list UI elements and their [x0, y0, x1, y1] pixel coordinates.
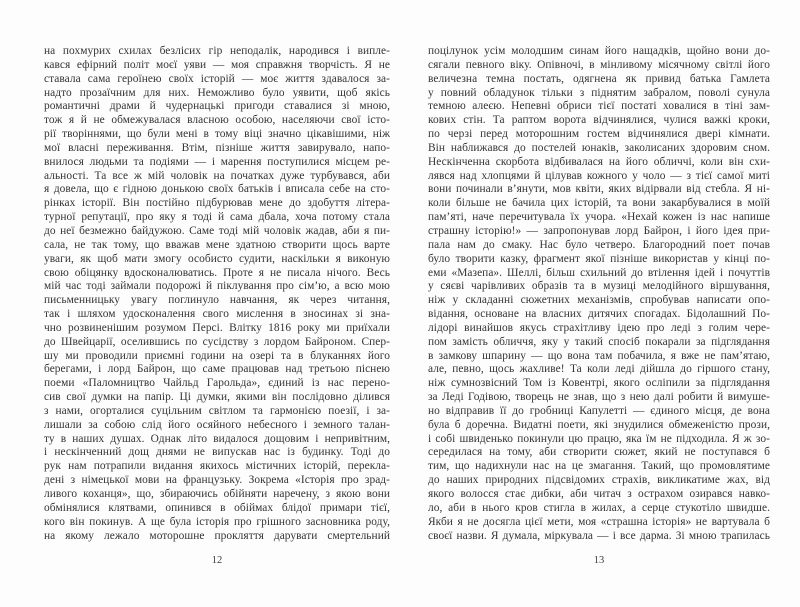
text-line: і собі швиденько покинули цю працю, яка їм не підходила. Я ж зо- [428, 432, 770, 445]
text-line: було творити казку, фрагмент якої пізніше використав у кінці по- [428, 252, 770, 265]
text-line: ливого коханця», що, збираючись обійняти наречену, з якою вони [44, 488, 390, 500]
text-line: Нескінченна скорбота відбивалася на його обличчі, коли він схи- [428, 155, 770, 168]
text-line: ставала сама героїнею своїх історій — моє життя здавалося за- [44, 72, 390, 85]
text-line: мій час тоді займали подорожі й піклування про сім’ю, а всю мою [44, 280, 390, 293]
text-line: ніж у складанні сюжетних механізмів, спробував написати опо- [428, 294, 770, 307]
text-line: своєї назви. Я думала, міркувала — і все дарма. Зі мною трапилась [428, 529, 770, 542]
text-line: рук нам потрапили видання якихось містичних історій, перекла- [44, 460, 390, 473]
text-line: в замкову шпарину — що вона там побачила, я вже не пам’ятаю, [428, 349, 770, 362]
text-line: поцілунок усім молодшим синам його нащадків, щойно вони до- [428, 45, 770, 57]
text-line: ло, аби в нього кров стигла в жилах, а серце стукотіло швидше. [428, 501, 770, 514]
text-line: дені з німецької мови на французьку. Зокрема «Історія про зрад- [44, 474, 390, 487]
text-line: сягали певного віку. Опівночі, в мінливому місячному світлі його [428, 58, 770, 71]
text-line: берегами, і лорд Байрон, що саме працював над третьою піснею [44, 363, 390, 376]
text-line: вони починали в’янути, мов квіти, яких відірвали від стебла. Я ні- [428, 183, 770, 196]
text-line: коли більше не бачила цих історій, та вони закарбувалися в моїй [428, 197, 770, 210]
text-line: і нескінченний дощ днями не випускав нас із будинку. Тоді до [44, 446, 390, 459]
text-line: лідорі винайшов якусь страхітливу ідею про леді з голим чере- [428, 321, 770, 334]
text-line: з нами, огорталися суцільним світлом та гармонією поезії, і за- [44, 404, 390, 417]
text-line: пом замість обличчя, яку у такий спосіб покарали за підглядання [428, 335, 770, 348]
text-line: внилося людьми та подіями — і марення поступилися місцем ре- [44, 155, 390, 168]
text-line: на похмурих схилах безлісих гір неподалік, народився і випле- [44, 45, 390, 57]
text-line: рії творіннями, що були мені в тому віці значно цікавішими, ніж [44, 128, 390, 141]
page-number-right: 13 [593, 555, 605, 566]
text-line: кого він покинув. А ще була історія про грішного засновника роду, [44, 515, 390, 528]
text-line: відання, основане на власних дитячих спогадах. Бідолашний По- [428, 308, 770, 321]
text-line: у повний обладунок тільки з піднятим забралом, поволі сунула [428, 86, 770, 99]
text-line: величезна темна постать, одягнена як привид батька Гамлета [428, 72, 770, 85]
text-line: ніж сумнозвісний Том із Ковентрі, якого осліпили за підглядання [428, 377, 770, 390]
text-line: але, певно, щось жахливе! Та коли леді дійшла до гіршого стану, [428, 363, 770, 376]
text-line: якого волосся стає дибки, аби читач з острахом озирався навко- [428, 488, 770, 500]
text-line: Він наближався до постелей юнаків, заколисаних здоровим сном. [428, 141, 770, 154]
text-line: обмінялися клятвами, опинився в обіймах блідої примари тієї, [44, 501, 390, 514]
text-line: но відправив її до гробниці Капулетті — єдиного місця, де вона [428, 404, 770, 417]
text-line: мої власні переживання. Втім, пізніше життя завирувало, напо- [44, 141, 390, 154]
text-line: лявся над хлопцями й цілував кожного у чоло — з тієї самої миті [428, 169, 770, 182]
text-line: до неї безмежно байдужою. Саме тоді мій чоловік жадав, аби я пи- [44, 224, 390, 237]
text-line: кався ефірний політ моєї уяви — моя справжня творчість. Я не [44, 58, 390, 71]
text-line: тим, що надихнули нас на це змагання. Такий, що промовлятиме [428, 460, 770, 473]
text-line: до Швейцарії, оселившись по сусідству з лордом Байроном. Спер- [44, 335, 390, 348]
text-line: до наших природних підсвідомих страхів, викликатиме жах, від [428, 474, 770, 487]
text-line: поеми «Паломництво Чайльд Гарольда», єдиний із нас перено- [44, 377, 390, 390]
text-line: романтичні драми й чудернацькі пригоди ставалися зі мною, [44, 100, 390, 113]
page-number-left: 12 [211, 555, 223, 566]
text-line: рінках історії. Він постійно підбурював мене до здобуття літера- [44, 197, 390, 210]
text-line: пам’яті, наче перечитувала їх учора. «Нехай кожен із нас напише [428, 211, 770, 224]
text-line: по черзі перед моторошним гостем відчинялися двері кімнати. [428, 128, 770, 141]
text-line: тож я й не обмежувалася власною особою, населяючи свої істо- [44, 114, 390, 127]
text-line: надто прозаїчним для них. Неможливо було уявити, щоб якісь [44, 86, 390, 99]
text-line: на якому лежало моторошне прокляття дарувати смертельний [44, 529, 390, 542]
text-line: еми «Мазепа». Шеллі, більш схильний до втілення ідей і почуттів [428, 266, 770, 279]
page-right [428, 0, 770, 607]
text-line: страшну історію!» — запропонував лорд Байрон, і його ідея при- [428, 224, 770, 237]
text-line: свою обіцянку вдосконалюватись. Проте я не писала нічого. Весь [44, 266, 390, 279]
text-line: письменницьку увагу поглинуло навчання, як через читання, [44, 294, 390, 307]
text-line: темною алеєю. Непевні обриси тієї постаті ховалися в тіні зам- [428, 100, 770, 113]
page-right-text [428, 45, 770, 543]
text-line: Якби я не досягла цієї мети, моя «страшна історія» не вартувала б [428, 515, 770, 528]
text-line: у сяєві чарівливих образів та в музиці мелодійного віршування, [428, 280, 770, 293]
text-line: турної репутації, про яку я тоді й сама дбала, хоча потому стала [44, 211, 390, 224]
text-line: шу ми проводили приємні години на озері та в блуканнях його [44, 349, 390, 362]
text-line: ту в наших душах. Однак літо видалося дощовим і непривітним, [44, 432, 390, 445]
text-line: за Леді Годівою, творець не знав, що з нею далі робити й вимуше- [428, 391, 770, 404]
text-line: так і шляхом удосконалення свого мислення в зносинах зі зна- [44, 308, 390, 321]
text-line: середилася на тому, аби створити сюжет, який не поступався б [428, 446, 770, 459]
page-left-text [44, 45, 390, 543]
text-line: я довела, що є гідною донькою своїх батьків і вписала себе на сто- [44, 183, 390, 196]
text-line: кових стін. Та раптом ворота відчинялися, чулися важкі кроки, [428, 114, 770, 127]
text-line: уваги, як щоб мати змогу особисто судити, наскільки я виконую [44, 252, 390, 265]
text-line: чно розвиненішим розумом Персі. Влітку 1816 року ми приїхали [44, 321, 390, 334]
text-line: лишали за собою слід його осяйного небесного і земного талан- [44, 418, 390, 431]
page-left [44, 0, 390, 607]
text-line: альності. Та все ж мій чоловік на початках дуже турбувався, аби [44, 169, 390, 182]
text-line: сив свої думки на папір. Ці думки, якими він послідовно ділився [44, 391, 390, 404]
text-line: пала нам до смаку. Нас було четверо. Благородний поет почав [428, 238, 770, 251]
text-line: була б доречна. Видатні поети, які знудилися обмеженістю прози, [428, 418, 770, 431]
text-line: сала, не так тому, що вважав мене здатною створити щось варте [44, 238, 390, 251]
